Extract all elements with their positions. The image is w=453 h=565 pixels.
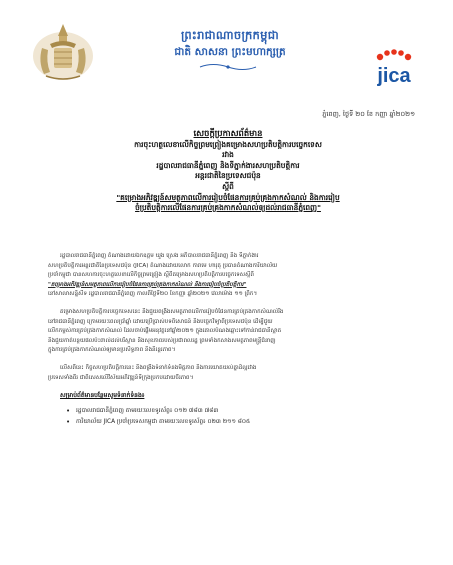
- kingdom-heading: ព្រះរាជាណាចក្រកម្ពុជា: [181, 28, 279, 42]
- title-line-1: ការចុះហត្ថលេខាលើកិច្ចព្រមព្រៀងគម្រោងសហប្រតិបត្តិការបច្ចេកទេស: [134, 139, 322, 149]
- title-line-5: ស្ដីពី: [222, 181, 234, 191]
- paragraph-line: លើកកម្ពស់ការគ្រប់គ្រងកាកសំណល់ ដែលចាប់ផ្ដើមអនុវត្តនៅឆ្នាំ២០២១ ក្នុងគោលបំណងឆ្ពោះទៅកាន់រាជធានីស្អាត: [48, 328, 282, 335]
- title-block: [50, 128, 406, 214]
- paragraph-line: ប្រទេសទាំងពីរ ជាពិសេសលើវិស័យអភិវឌ្ឍន៍ទីក្រុងប្រកបដោយចីរភាព។: [48, 374, 194, 381]
- paragraph-line: គម្រោងសហប្រតិបត្តិការបច្ចេកទេសនេះ នឹងជួយពង្រឹងសមត្ថភាពលើការរៀបចំផែនការគ្រប់គ្រងកាកសំណល់រឹង: [60, 308, 284, 315]
- body-text: [48, 252, 414, 427]
- paragraph-line: ប្រចាំកម្ពុជា បានសហការចុះហត្ថលេខាលើកិច្ចព្រមព្រៀង ស្ដីពីគម្រោងសហប្រតិបត្តិការបច្ចេកទេសស្ដីពី: [48, 272, 254, 279]
- paragraph-3: [48, 364, 414, 383]
- contact-heading: សម្រាប់ព័ត៌មានបន្ថែមសូមទំនាក់ទំនង៖: [60, 392, 145, 400]
- paragraph-1: [48, 252, 414, 300]
- paragraph-line: រដ្ឋបាលរាជធានីភ្នំពេញ តំណាងដោយឯកឧត្តម ឃួង ស្រេង អភិបាលរាជធានីភ្នំពេញ និង ទីភ្នាក់ងារ: [60, 253, 259, 259]
- royal-emblem-icon: [28, 18, 98, 84]
- title-line-7: ចំប្រតិបត្តិការលើផែនការគ្រប់គ្រងកាកសំណល់ឲ្យដល់រាជធានីភ្នំពេញ": [135, 203, 321, 213]
- paragraph-line: សហប្រតិបត្តិការអន្តរជាតិនៃប្រទេសជប៉ុន (JICA) តំណាងដោយលោក ការាមេ ហារុគុ ប្រធានតំណាងការិយាល័យ: [48, 262, 278, 269]
- document-title: សេចក្ដីប្រកាសព័ត៌មាន: [193, 128, 263, 138]
- paragraph-2: [48, 308, 414, 356]
- ornament-divider-icon: [198, 62, 258, 72]
- contact-list: [48, 406, 414, 427]
- jica-logo-icon: [370, 48, 418, 90]
- title-line-4: អន្តរជាតិនៃប្រទេសជប៉ុន: [195, 171, 261, 181]
- title-line-2: រវាង: [222, 150, 234, 160]
- contact-item: • ការិយាល័យ JICA ប្រចាំប្រទេសកម្ពុជា តាមរយៈលេខទូរស័ព្ទ៖ ០២៣ ២១១ ៨០៥: [66, 417, 414, 428]
- date-line: ភ្នំពេញ, ថ្ងៃទី ២០ ខែ កញ្ញា ឆ្នាំ២០២១: [322, 110, 415, 118]
- paragraph-line-emphasis: "គម្រោងអភិវឌ្ឍន៍សមត្ថភាពលើការរៀបចំផែនការគ្រប់គ្រងកាកសំណល់ និងការរៀបចំប្រតិបត្តិការ": [48, 281, 247, 288]
- paragraph-line: និងជួយកាត់បន្ថយផលប៉ះពាល់ដល់បរិស្ថាន និងសុខភាពរបស់ប្រជាពលរដ្ឋ ព្រមទាំងកសាងសមត្ថភាពមន្ត្រីជំនាញ: [48, 337, 276, 344]
- title-line-3: រដ្ឋបាលរាជធានីភ្នំពេញ និងទីភ្នាក់ងារសហប្រតិបត្តិការ: [156, 160, 300, 170]
- title-line-6: "គម្រោងអភិវឌ្ឍន៍សមត្ថភាពលើការរៀបចំផែនការគ្រប់គ្រងកាកសំណល់ និងការរៀប: [116, 192, 340, 202]
- jica-wordmark: jica: [377, 65, 411, 87]
- paragraph-line: នៅសាលាសន្និសីទ រដ្ឋបាលរាជធានីភ្នំពេញ កាលពីថ្ងៃទី២០ ខែកញ្ញា ឆ្នាំ២០២១ វេលាម៉ោង ១១ ព្រឹក។: [48, 291, 258, 298]
- contact-item: • រដ្ឋបាលរាជធានីភ្នំពេញ តាមរយៈលេខទូរស័ព្ទ៖ ០១២ ៧៨៣ ៧៨៣: [66, 406, 414, 417]
- paragraph-line: ក្នុងការគ្រប់គ្រងកាកសំណល់ឲ្យមានប្រសិទ្ធភាព និងនិរន្តរភាព។: [48, 347, 176, 354]
- paragraph-line: នៅរាជធានីភ្នំពេញ ក្រោមរយៈពេលប្រាំឆ្នាំ ដោយប្រើប្រាស់បទពិសោធន៍ និងបច្ចេកវិទ្យាពីប្រទេសជប៉ុន ដើម្បីជួយ: [48, 318, 273, 325]
- paragraph-line: លើសពីនេះ កិច្ចសហប្រតិបត្តិការនេះ នឹងពង្រឹងទំនាក់ទំនងមិត្តភាព និងការយោគយល់គ្នាដ៏ល្អរវាង: [60, 364, 257, 371]
- motto-heading: ជាតិ សាសនា ព្រះមហាក្សត្រ: [174, 46, 286, 58]
